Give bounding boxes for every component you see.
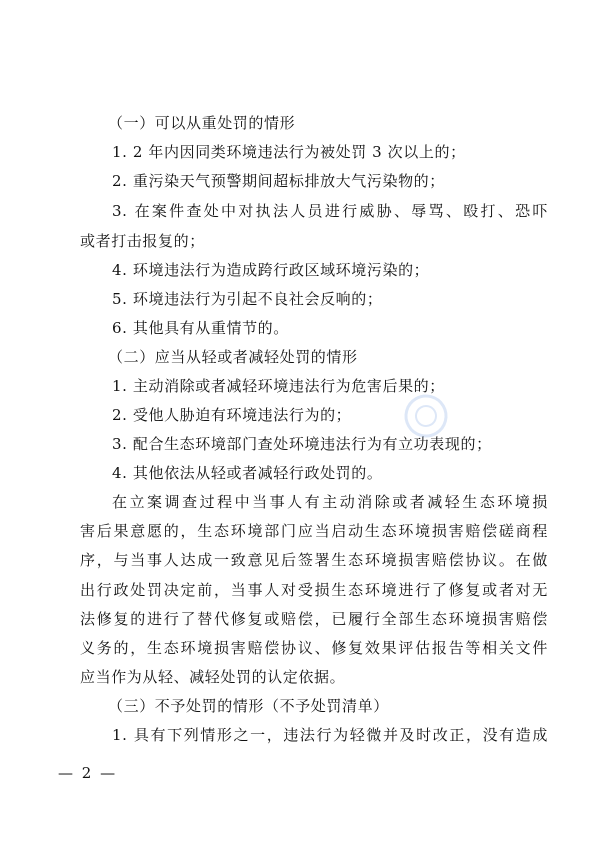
list-item: 5. 环境违法行为引起不良社会反响的； (112, 290, 383, 308)
paragraph-line: 法修复的进行了替代修复或赔偿，已履行全部生态环境损害赔偿 (80, 610, 548, 628)
page-number: — 2 — (58, 764, 118, 782)
section-heading-1: （一）可以从重处罚的情形 (108, 114, 296, 132)
list-item: 1. 主动消除或者减轻环境违法行为危害后果的； (112, 377, 445, 395)
list-item: 4. 环境违法行为造成跨行政区域环境污染的； (112, 261, 430, 279)
list-item: 4. 其他依法从轻或者减轻行政处罚的。 (112, 464, 383, 482)
section-heading-3: （三）不予处罚的情形（不予处罚清单） (108, 697, 389, 715)
list-item: 3. 配合生态环境部门查处环境违法行为有立功表现的； (112, 435, 492, 453)
paragraph-line: 出行政处罚决定前，当事人对受损生态环境进行了修复或者对无 (80, 581, 548, 599)
paragraph-line: 序，与当事人达成一致意见后签署生态环境损害赔偿协议。在做 (80, 551, 548, 569)
section-heading-2: （二）应当从轻或者减轻处罚的情形 (108, 348, 358, 366)
paragraph-line: 在立案调查过程中当事人有主动消除或者减轻生态环境损 (112, 493, 548, 511)
list-item: 3. 在案件查处中对执法人员进行威胁、辱骂、殴打、恐吓 (112, 202, 548, 220)
list-item: 1. 具有下列情形之一，违法行为轻微并及时改正，没有造成 (112, 726, 548, 744)
list-item: 1. 2 年内因同类环境违法行为被处罚 3 次以上的； (112, 143, 466, 161)
paragraph-line: 义务的，生态环境损害赔偿协议、修复效果评估报告等相关文件 (80, 639, 548, 657)
list-item: 2. 重污染天气预警期间超标排放大气污染物的； (112, 172, 445, 190)
paragraph-line: 应当作为从轻、减轻处罚的认定依据。 (80, 668, 346, 686)
list-item: 2. 受他人胁迫有环境违法行为的； (112, 406, 352, 424)
paragraph-line: 害后果意愿的，生态环境部门应当启动生态环境损害赔偿磋商程 (80, 522, 548, 540)
list-item-continuation: 或者打击报复的； (80, 232, 205, 250)
list-item: 6. 其他具有从重情节的。 (112, 319, 289, 337)
